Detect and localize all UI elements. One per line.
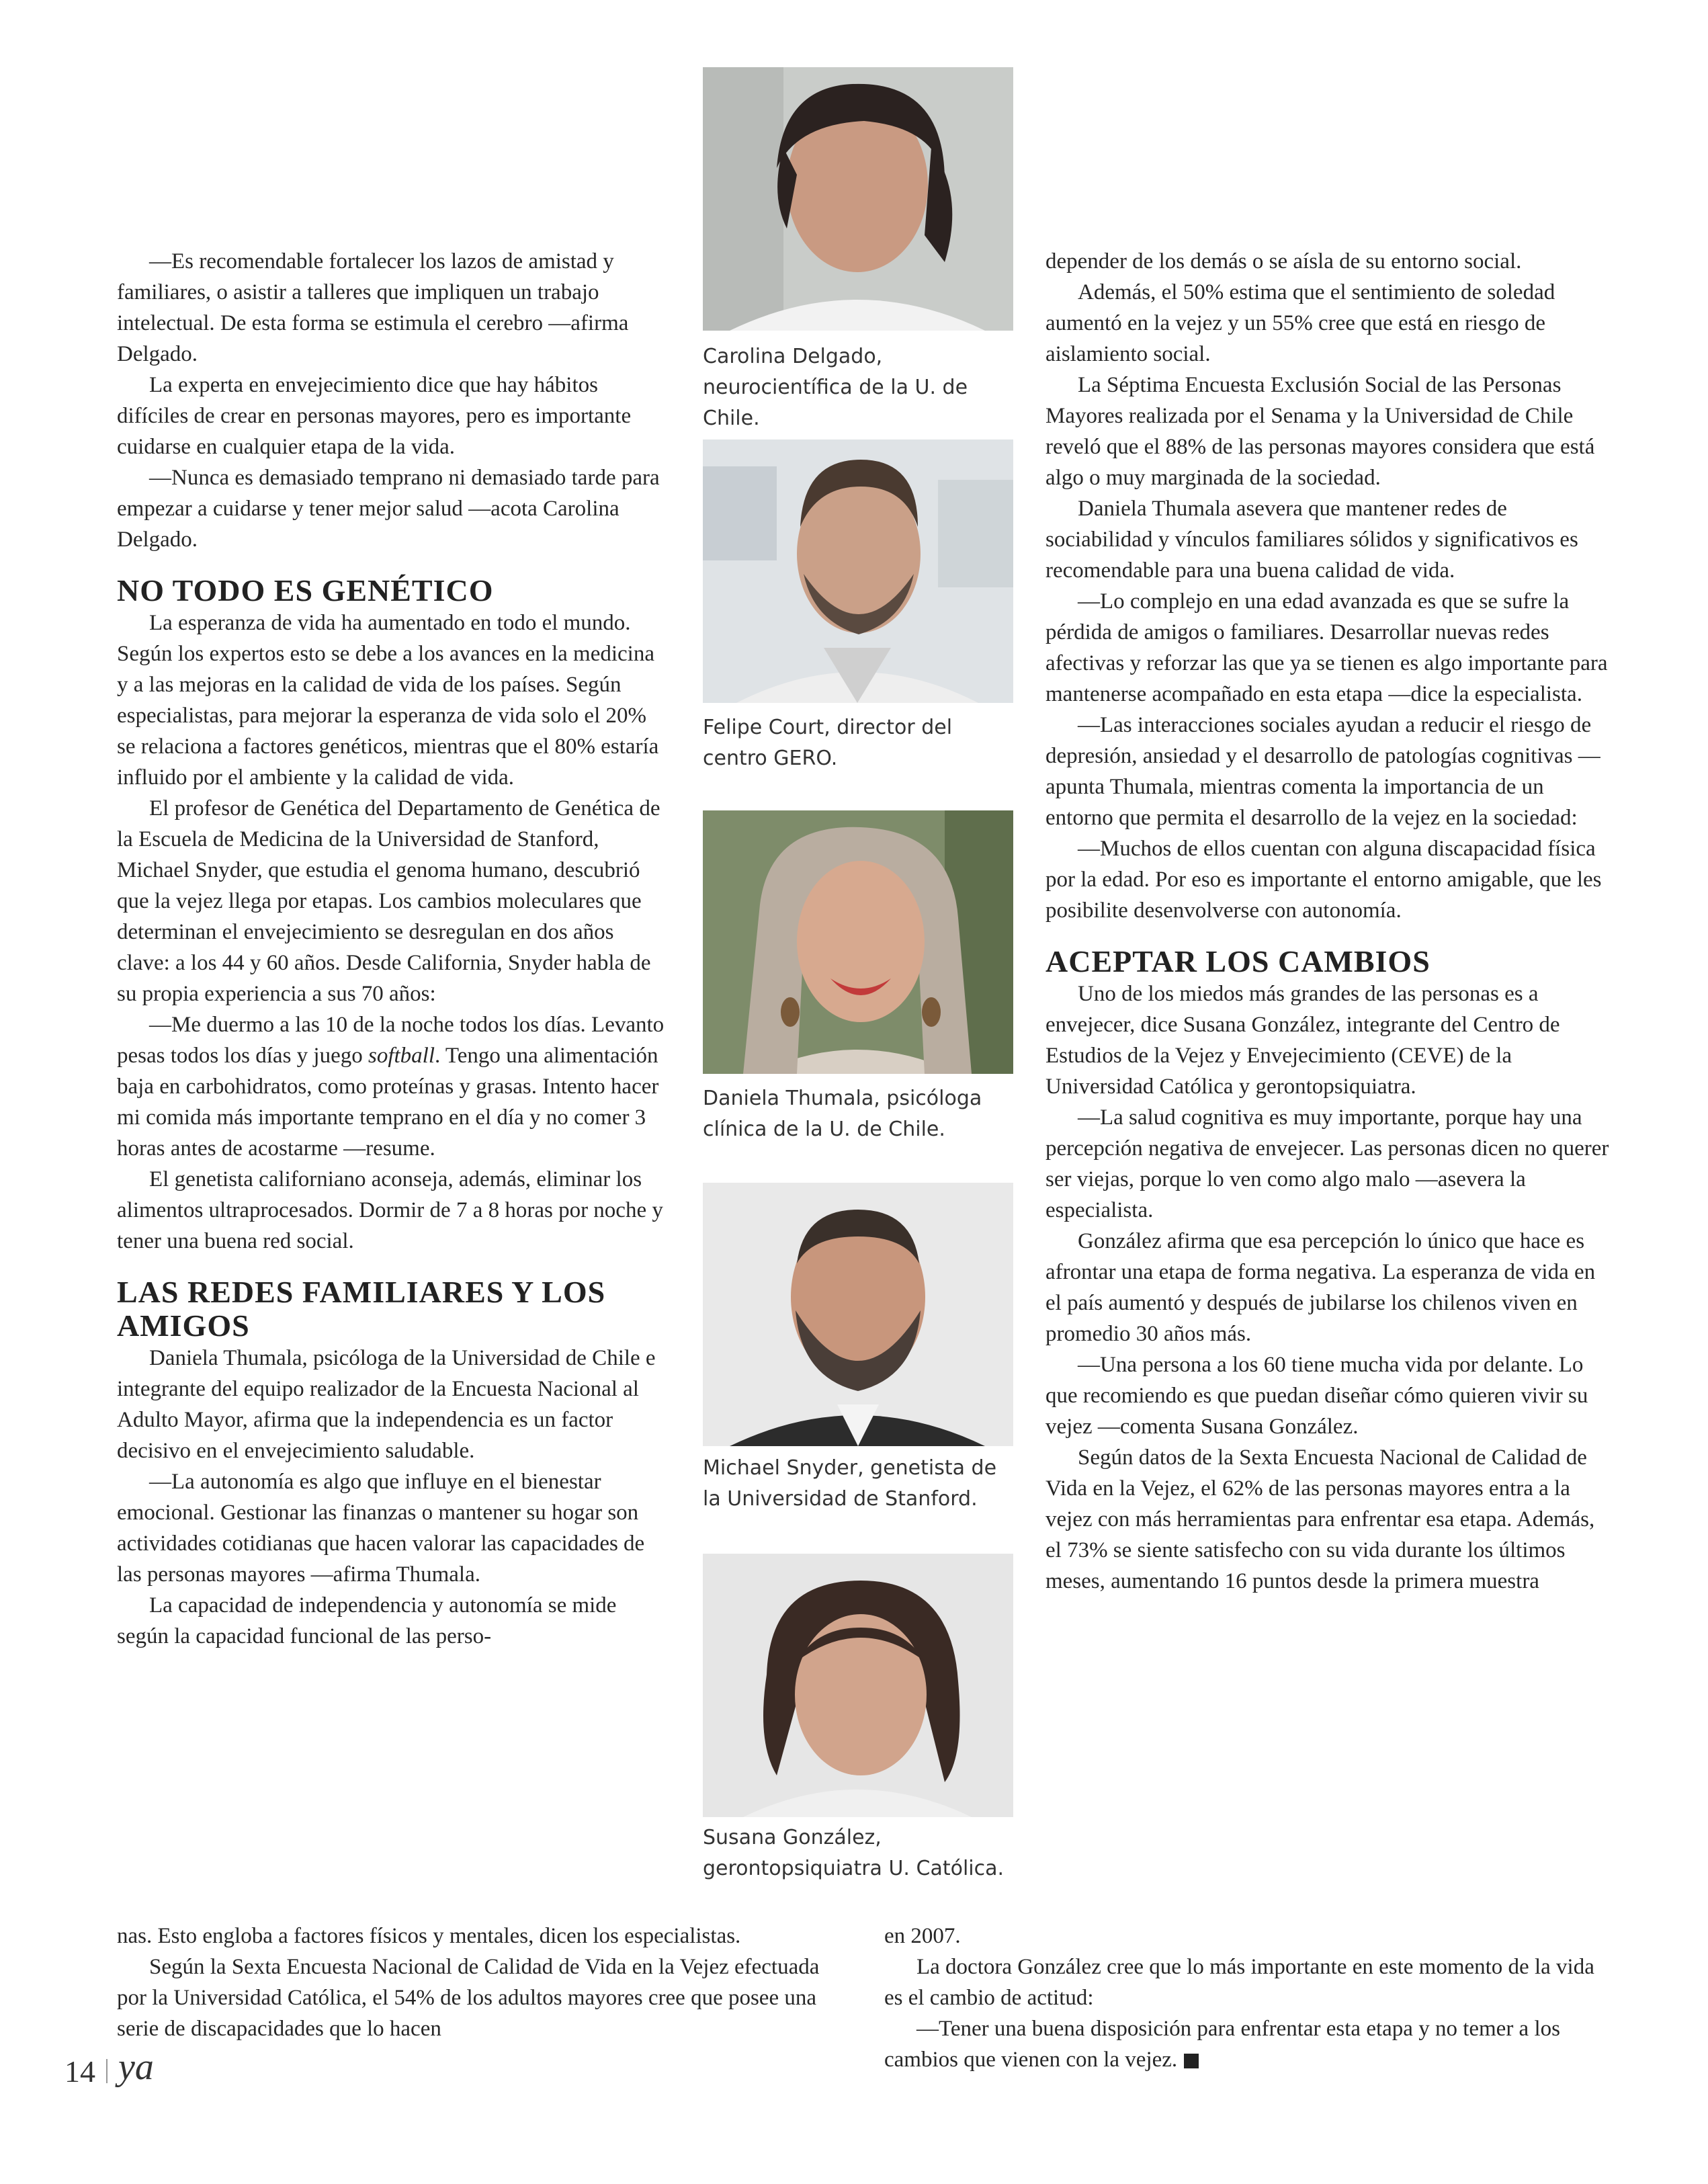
photo-caption: Carolina Delgado, neurocientífica de la U. de Chile. bbox=[703, 345, 968, 430]
paragraph: La capacidad de independencia y autonomía se mide según la capacidad funcional de las perso- bbox=[117, 1593, 617, 1648]
paragraph: El profesor de Genética del Departamento de Genética de la Escuela de Medicina de la Universidad de Stanford, Michael Snyder, que estudia el genoma humano, descubrió que la vejez llega por etapas. Los cambios moleculares que determinan el envejecimiento se desregulan en dos años clave: a los 44 y 60 años. Desde California, Snyder habla de su propia experiencia a sus 70 años: bbox=[117, 796, 660, 1006]
paragraph: Según datos de la Sexta Encuesta Nacional de Calidad de Vida en la Vejez, el 62% de las personas mayores entra a la vejez con más herramientas para enfrentar esa etapa. Además, el 73% se siente satisfecho con su vida durante los últimos meses, aumentando 16 puntos desde la primera muestra bbox=[1045, 1445, 1595, 1593]
paragraph: —Tener una buena disposición para enfrentar esta etapa y no temer a los cambios que vienen con la vejez. bbox=[884, 2017, 1560, 2072]
footer-divider bbox=[106, 2059, 108, 2083]
page-number: 14 bbox=[65, 2054, 95, 2089]
paragraph: La esperanza de vida ha aumentado en todo el mundo. Según los expertos esto se debe a los avances en la medicina y a las mejoras en la calidad de vida de los países. Según especialistas, para mejorar la esperanza de vida solo el 20% se relaciona a factores genéticos, mientras que el 80% estaría influido por el ambiente y la calidad de vida. bbox=[117, 611, 659, 790]
photo-caption: Felipe Court, director del centro GERO. bbox=[703, 716, 953, 770]
paragraph: —La salud cognitiva es muy importante, porque hay una percepción negativa de envejecer. Las personas dicen no querer ser viejas, porque lo ven como algo malo —asevera la especialista. bbox=[1045, 1105, 1609, 1222]
paragraph: Uno de los miedos más grandes de las personas es a envejecer, dice Susana González, integrante del Centro de Estudios de la Vejez y Envejecimiento (CEVE) de la Universidad Católica y gerontopsiquiatra. bbox=[1045, 982, 1560, 1099]
paragraph: Además, el 50% estima que el sentimiento de soledad aumentó en la vejez y un 55% cree que está en riesgo de aislamiento social. bbox=[1045, 280, 1555, 366]
article-bottom-right bbox=[884, 1921, 1610, 2075]
section-heading: ACEPTAR LOS CAMBIOS bbox=[1045, 944, 1431, 978]
article-column-right bbox=[1045, 246, 1610, 1597]
paragraph: González afirma que esa percepción lo único que hace es afrontar una etapa de forma negativa. La esperanza de vida en el país aumentó y después de jubilarse los chilenos viven en promedio 30 años más. bbox=[1045, 1229, 1596, 1346]
paragraph: en 2007. bbox=[884, 1924, 961, 1948]
article-bottom-left bbox=[117, 1921, 833, 2044]
photo-michael-snyder bbox=[703, 1183, 1013, 1446]
paragraph: La experta en envejecimiento dice que hay hábitos difíciles de crear en personas mayores, pero es importante cuidarse en cualquier etapa de la vida. bbox=[117, 373, 632, 459]
paragraph: —Me duermo a las 10 de la noche todos los días. Levanto pesas todos los días y juego softball. Tengo una alimentación baja en carbohidratos, como proteínas y grasas. Intento hacer mi comida más importante temprano en el día y no comer 3 horas antes de acostarme —resume. bbox=[117, 1013, 665, 1161]
photo-susana-gonzalez bbox=[703, 1554, 1013, 1817]
paragraph: Daniela Thumala asevera que mantener redes de sociabilidad y vínculos familiares sólidos y significativos es recomendable para una buena calidad de vida. bbox=[1045, 497, 1578, 583]
photo-felipe-court bbox=[703, 439, 1013, 703]
photo-daniela-thumala bbox=[703, 810, 1013, 1074]
photo-caption: Susana González, gerontopsiquiatra U. Católica. bbox=[703, 1826, 1005, 1880]
photo-caption: Daniela Thumala, psicóloga clínica de la U. de Chile. bbox=[703, 1087, 982, 1141]
photo-carolina-delgado bbox=[703, 67, 1013, 331]
paragraph: —Lo complejo en una edad avanzada es que se sufre la pérdida de amigos o familiares. Desarrollar nuevas redes afectivas y reforzar las que ya se tienen es algo importante para mantenerse acompañado en esta etapa —dice la especialista. bbox=[1045, 589, 1608, 706]
paragraph: nas. Esto engloba a factores físicos y mentales, dicen los especialistas. bbox=[117, 1924, 741, 1948]
section-heading: NO TODO ES GENÉTICO bbox=[117, 573, 494, 607]
paragraph: —Una persona a los 60 tiene mucha vida por delante. Lo que recomiendo es que puedan diseñar cómo quieren vivir su vejez —comenta Susana González. bbox=[1045, 1353, 1588, 1439]
paragraph: depender de los demás o se aísla de su entorno social. bbox=[1045, 249, 1522, 274]
paragraph: —Es recomendable fortalecer los lazos de amistad y familiares, o asistir a talleres que impliquen un trabajo intelectual. De esta forma se estimula el cerebro —afirma Delgado. bbox=[117, 249, 629, 366]
paragraph: —Nunca es demasiado temprano ni demasiado tarde para empezar a cuidarse y tener mejor salud —acota Carolina Delgado. bbox=[117, 466, 660, 552]
end-of-article-mark bbox=[1184, 2054, 1199, 2068]
paragraph: —La autonomía es algo que influye en el bienestar emocional. Gestionar las finanzas o mantener su hogar son actividades cotidianas que hacen valorar las capacidades de las personas mayores —afirma Thumala. bbox=[117, 1470, 645, 1587]
paragraph: Daniela Thumala, psicóloga de la Universidad de Chile e integrante del equipo realizador de la Encuesta Nacional al Adulto Mayor, afirma que la independencia es un factor decisivo en el envejecimiento saludable. bbox=[117, 1346, 656, 1463]
paragraph: La Séptima Encuesta Exclusión Social de las Personas Mayores realizada por el Senama y la Universidad de Chile reveló que el 88% de las personas mayores considera que está algo o muy marginada de la sociedad. bbox=[1045, 373, 1595, 490]
article-column-left bbox=[117, 246, 667, 1652]
section-heading: LAS REDES FAMILIARES Y LOS AMIGOS bbox=[117, 1275, 606, 1343]
paragraph: —Muchos de ellos cuentan con alguna discapacidad física por la edad. Por eso es importante el entorno amigable, que les posibilite desenvolverse con autonomía. bbox=[1045, 837, 1602, 923]
paragraph: Según la Sexta Encuesta Nacional de Calidad de Vida en la Vejez efectuada por la Universidad Católica, el 54% de los adultos mayores cree que posee una serie de discapacidades que lo hacen bbox=[117, 1955, 820, 2041]
paragraph: El genetista californiano aconseja, además, eliminar los alimentos ultraprocesados. Dormir de 7 a 8 horas por noche y tener una buena red social. bbox=[117, 1167, 663, 1253]
paragraph: La doctora González cree que lo más importante en este momento de la vida es el cambio de actitud: bbox=[884, 1955, 1594, 2010]
photo-caption: Michael Snyder, genetista de la Universidad de Stanford. bbox=[703, 1456, 997, 1511]
magazine-logo: ya bbox=[118, 2046, 154, 2088]
paragraph: —Las interacciones sociales ayudan a reducir el riesgo de depresión, ansiedad y el desarrollo de patologías cognitivas —apunta Thumala, mientras comenta la importancia de un entorno que permita el desarrollo de la vejez en la sociedad: bbox=[1045, 713, 1600, 830]
